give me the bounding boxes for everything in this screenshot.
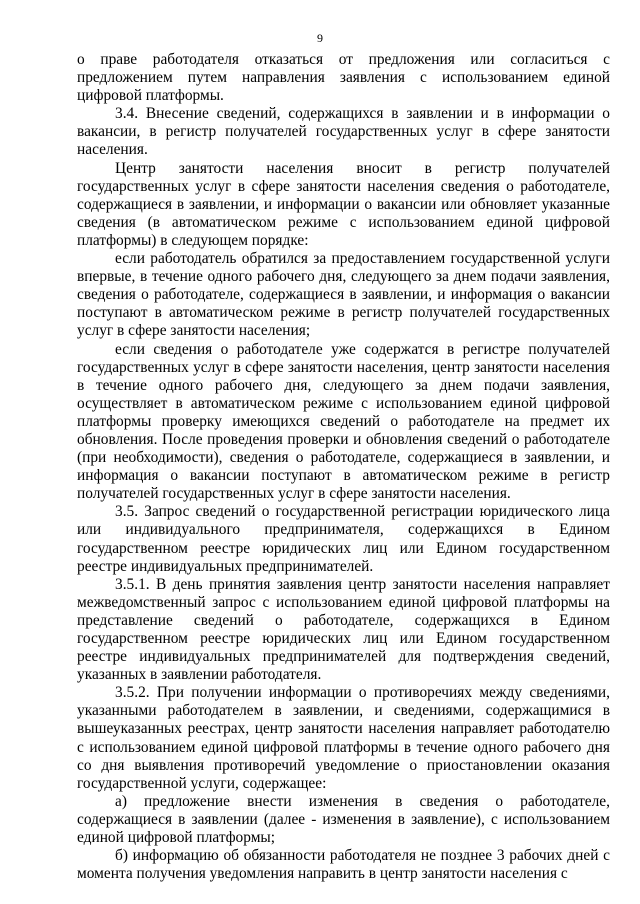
- paragraph-existing-employer: если сведения о работодателе уже содержатся в регистре получателей государственных услуг в сфере занятости населения, центр занятости населения в течение одного рабочего дня, следующего за днем подачи заявления, осуществляет в автоматическом режиме с использованием единой цифровой платформы проверку имеющихся сведений о работодателе на предмет их обновления. После проведения проверки и обновления сведений о работодателе (при необходимости), сведения о работодателе, содержащиеся в заявлении, и информация о вакансии поступают в автоматическом режиме в регистр получателей государственных услуг в сфере занятости населения.: [77, 340, 610, 503]
- paragraph-register-procedure: Центр занятости населения вносит в регистр получателей государственных услуг в сфере занятости населения сведения о работодателе, содержащиеся в заявлении, и информации о вакансии или обновляет указанные сведения (в автоматическом режиме с использованием единой цифровой платформы) в следующем порядке:: [77, 159, 610, 249]
- paragraph-section-3-5: 3.5. Запрос сведений о государственной регистрации юридического лица или индивидуального предпринимателя, содержащихся в Едином государственном реестре юридических лиц или Едином государственном реестре индивидуальных предпринимателей.: [77, 503, 610, 575]
- paragraph-continuation: о праве работодателя отказаться от предложения или согласиться с предложением путем направления заявления с использованием единой цифровой платформы.: [77, 51, 610, 105]
- paragraph-section-3-4: 3.4. Внесение сведений, содержащихся в заявлении и в информации о вакансии, в регистр получателей государственных услуг в сфере занятости населения.: [77, 105, 610, 159]
- paragraph-first-application: если работодатель обратился за предоставлением государственной услуги впервые, в течение одного рабочего дня, следующего за днем подачи заявления, сведения о работодателе, содержащиеся в заявлении, и информация о вакансии поступают в автоматическом режиме в регистр получателей государственных услуг в сфере занятости населения;: [77, 250, 610, 340]
- paragraph-section-3-5-1: 3.5.1. В день принятия заявления центр занятости населения направляет межведомственный запрос с использованием единой цифровой платформы на представление сведений о работодателе, содержащихся в Едином государственном реестре юридических лиц или Едином государственном реестре индивидуальных предпринимателей для подтверждения сведений, указанных в заявлении работодателя.: [77, 575, 610, 684]
- page-number: 9: [317, 31, 323, 45]
- paragraph-section-3-5-2: 3.5.2. При получении информации о противоречиях между сведениями, указанными работодателем в заявлении, и сведениями, содержащимися в вышеуказанных реестрах, центр занятости населения направляет работодателю с использованием единой цифровой платформы в течение одного рабочего дня со дня выявления противоречий уведомление о приостановлении оказания государственной услуги, содержащее:: [77, 684, 610, 792]
- paragraph-item-b: б) информацию об обязанности работодателя не позднее 3 рабочих дней с момента получения уведомления направить в центр занятости населения с: [77, 847, 610, 883]
- paragraph-item-a: а) предложение внести изменения в сведения о работодателе, содержащиеся в заявлении (далее - изменения в заявление), с использованием единой цифровой платформы;: [77, 792, 610, 847]
- document-body: [77, 51, 610, 883]
